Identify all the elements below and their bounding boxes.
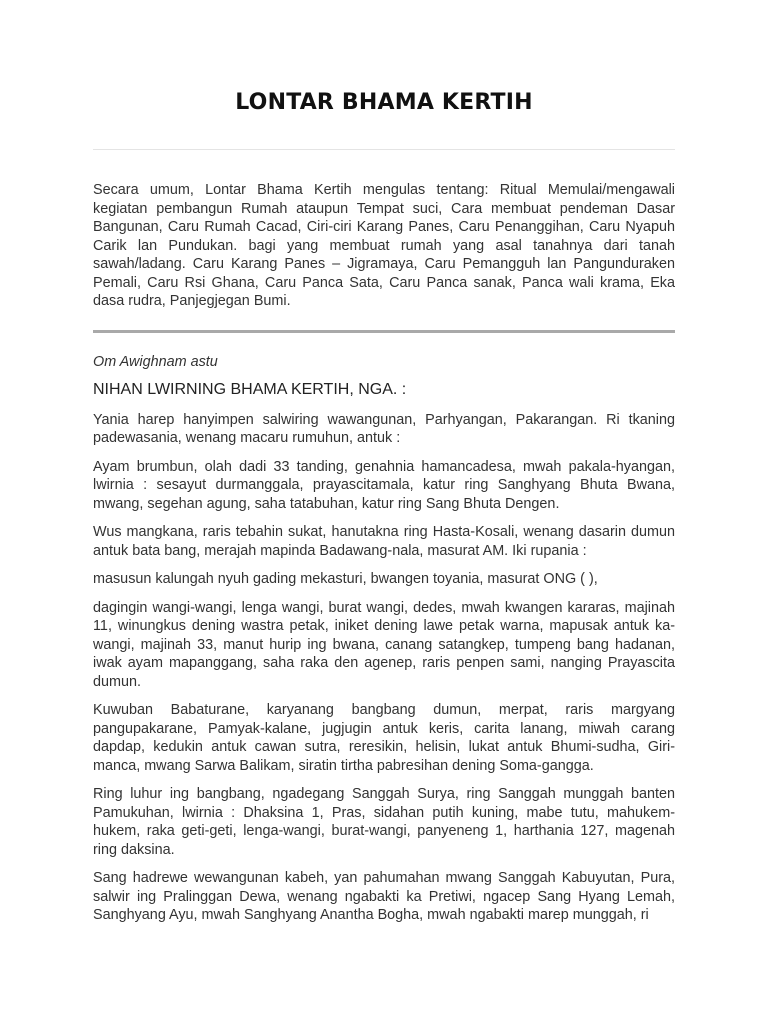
document-body <box>93 353 675 935</box>
section-divider <box>93 330 675 333</box>
body-paragraph: Ayam brumbun, olah dadi 33 tanding, genahnia hamancadesa, mwah pakala-hyangan, lwirnia : sesayut durmanggala, prayascitamala, katur ring Sanghyang Bhuta Bwana, mwang, segehan agung, saha tatabuhan, katur ring Sang Bhuta Dengen. <box>93 458 675 512</box>
body-paragraph: masusun kalungah nyuh gading mekasturi, bwangen toyania, masurat ONG ( ), <box>93 571 598 587</box>
invocation-text: Om Awighnam astu <box>93 354 218 370</box>
body-paragraph: Ring luhur ing bangbang, ngadegang Sanggah Surya, ring Sanggah munggah banten Pamukuhan, lwirnia : Dhaksina 1, Pras, sidahan putih kuning, mabe tutu, mahukem-hukem, raka geti-geti, lenga-wangi, burat-wangi, panyeneng 1, harthania 127, magenah ring daksina. <box>93 786 675 858</box>
body-paragraph: dagingin wangi-wangi, lenga wangi, burat wangi, dedes, mwah kwangen kararas, majinah 11, winungkus dening wastra petak, iniket dening lawe petak warna, mapusak antuk ka-wangi, majinah 33, manut hurip ing bwana, canang satangkep, tumpeng bang hadanan, iwak ayam mapanggang, saha raka den agenep, raris penpen sami, nanging Prayascita dumun. <box>93 599 675 690</box>
title-divider <box>93 149 675 150</box>
body-paragraph: Sang hadrewe wewangunan kabeh, yan pahumahan mwang Sanggah Kabuyutan, Pura, salwir ing Pralinggan Dewa, wenang ngabakti ka Pretiwi, ngacep Sang Hyang Lemah, Sanghyang Ayu, mwah Sanghyang Anantha Bogha, mwah ngabakti marep munggah, ri <box>93 870 675 923</box>
document-title: LONTAR BHAMA KERTIH <box>235 90 533 115</box>
body-paragraph: Yania harep hanyimpen salwiring wawangunan, Parhyangan, Pakarangan. Ri tkaning padewasania, wenang macaru rumuhun, antuk : <box>93 411 675 446</box>
section-heading: NIHAN LWIRNING BHAMA KERTIH, NGA. : <box>93 380 407 398</box>
body-paragraph: Kuwuban Babaturane, karyanang bangbang dumun, merpat, raris margyang pangupakarane, Pamyak-kalane, jugjugin antuk keris, carita lanang, miwah carang dapdap, kedukin antuk cawan sutra, reresikin, helisin, lukat antuk Bhumi-sudha, Giri-manca, mwang Sarwa Balikam, siratin tirtha pabresihan dening Soma-gangga. <box>93 702 675 774</box>
intro-paragraph: Secara umum, Lontar Bhama Kertih mengulas tentang: Ritual Memulai/mengawali kegiatan pembangun Rumah ataupun Tempat suci, Cara membuat pendeman Dasar Bangunan, Caru Rumah Cacad, Ciri-ciri Karang Panes, Caru Penanggihan, Caru Nyapuh Carik lan Pundukan. bagi yang membuat rumah yang asal tanahnya dari tanah sawah/ladang. Caru Karang Panes – Jigramaya, Caru Pemangguh lan Pangunduraken Pemali, Caru Rsi Ghana, Caru Panca Sata, Caru Panca sanak, Panca wali krama, Eka dasa rudra, Panjegjegan Bumi. <box>93 182 675 309</box>
body-paragraph: Wus mangkana, raris tebahin sukat, hanutakna ring Hasta-Kosali, wenang dasarin dumun antuk bata bang, merajah mapinda Badawang-nala, masurat AM. Iki rupania : <box>93 524 675 559</box>
